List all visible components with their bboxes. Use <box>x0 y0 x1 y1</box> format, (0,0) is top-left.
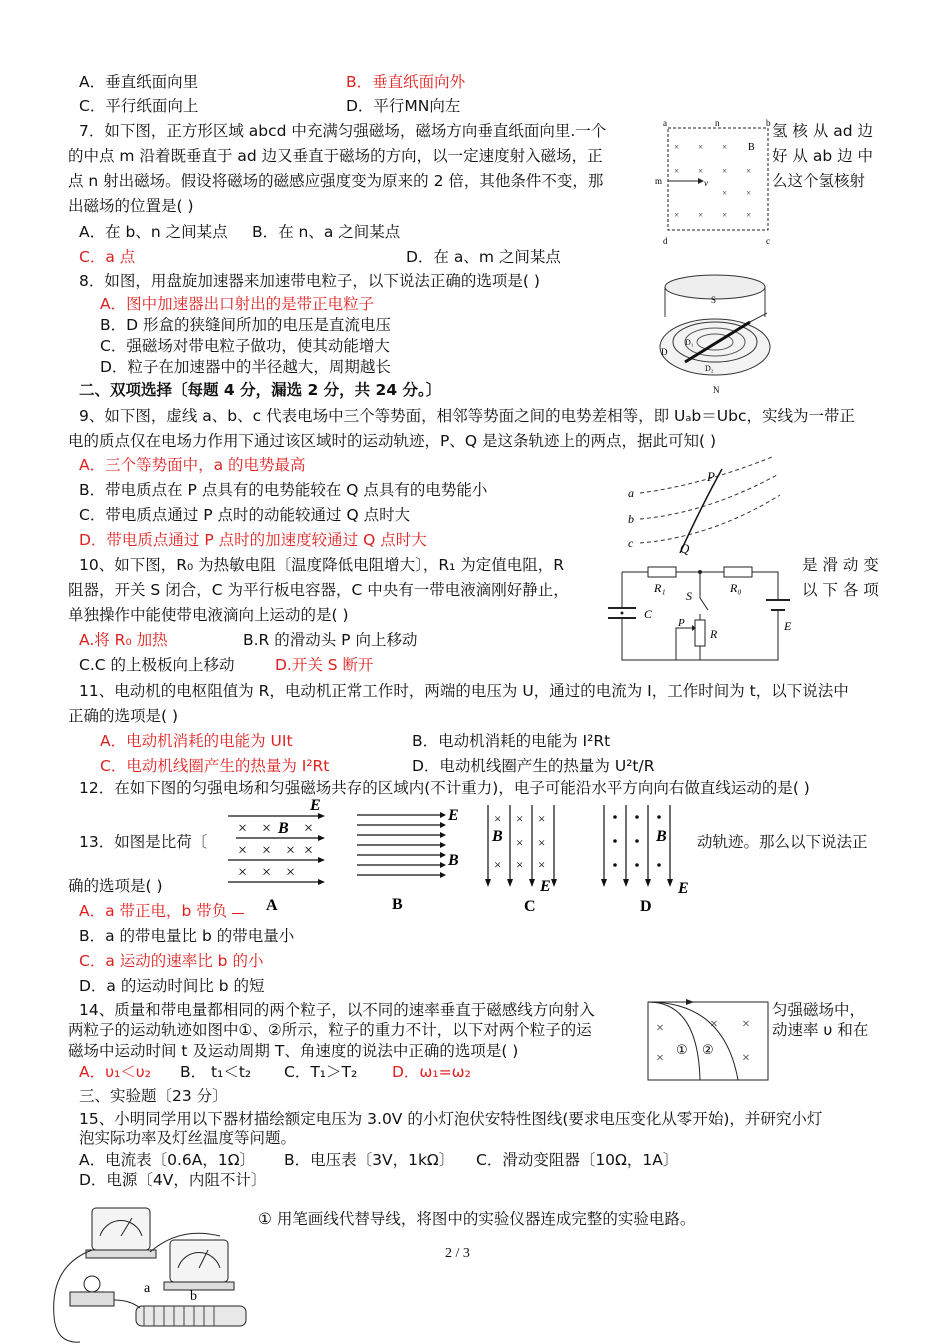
q7-stem-line1: 7．如下图，正方形区域 abcd 中充满匀强磁场，磁场方向垂直纸面向里.一个 <box>79 122 607 140</box>
q8-option-d: D．粒子在加速器中的半径越大，周期越长 <box>100 358 391 376</box>
q6-option-b: B．垂直纸面向外 <box>346 73 466 91</box>
q10-stem-line2: 阻器，开关 S 闭合，C 为平行板电容器，C 中央有一带电液滴刚好静止， <box>68 581 569 599</box>
q12-figure-d <box>598 803 698 915</box>
section-2-heading: 二、双项选择〔每题 4 分，漏选 2 分，共 24 分。〕 <box>79 381 442 399</box>
svg-text:B: B <box>392 896 403 913</box>
q8-option-a: A．图中加速器出口射出的是带正电粒子 <box>100 295 375 313</box>
q7-option-b: B．在 n、a 之间某点 <box>252 223 401 241</box>
q10-stem-line1: 10、如下图，R₀ 为热敏电阻〔温度降低电阻增大〕，R₁ 为定值电阻，R <box>79 556 565 574</box>
svg-text:E: E <box>784 619 792 633</box>
q13-option-c: C．a 运动的速率比 b 的小 <box>79 952 264 970</box>
q15-item-c: C．滑动变阻器〔10Ω，1A〕 <box>476 1151 679 1169</box>
svg-text:×: × <box>746 166 752 176</box>
q9-option-d: D．带电质点通过 P 点时的加速度较通过 Q 点时大 <box>79 531 427 549</box>
q12-stem: 12．在如下图的匀强电场和匀强磁场共存的区域内(不计重力)，电子可能沿水平方向向右做直线运动的是( ) <box>79 779 810 797</box>
svg-text:a: a <box>144 1281 151 1296</box>
q14-stem-line2: 两粒子的运动轨迹如图中①、②所示，粒子的重力不计，以下对两个粒子的运 <box>68 1021 592 1039</box>
svg-text:B: B <box>748 142 755 153</box>
q14-stem-right2: 动速率 υ 和在 <box>772 1021 869 1039</box>
q14-stem-line3: 磁场中运动时间 t 及运动周期 T、角速度的说法中正确的选项是( ) <box>68 1042 519 1060</box>
svg-text:b: b <box>190 1289 197 1304</box>
svg-text:×: × <box>698 210 704 220</box>
svg-text:×: × <box>516 811 524 826</box>
svg-text:×: × <box>516 857 524 872</box>
q15-item-a: A．电流表〔0.6A，1Ω〕 <box>79 1151 256 1169</box>
q10-stem-right1: 是 滑 动 变 <box>802 556 879 574</box>
svg-text:×: × <box>238 842 248 859</box>
svg-text:E: E <box>448 807 459 824</box>
svg-text:D₂: D₂ <box>705 364 714 373</box>
section-3-heading: 三、实验题〔23 分〕 <box>79 1087 228 1105</box>
svg-text:a: a <box>628 486 634 500</box>
svg-text:D₁: D₁ <box>685 338 694 347</box>
svg-text:×: × <box>516 835 524 850</box>
svg-text:×: × <box>286 864 296 881</box>
svg-text:×: × <box>262 842 272 859</box>
q11-stem-line2: 正确的选项是( ) <box>68 707 179 725</box>
svg-text:×: × <box>538 857 546 872</box>
svg-text:S: S <box>711 295 717 305</box>
q11-option-d: D．电动机线圈产生的热量为 U²t/R <box>412 757 655 775</box>
svg-text:Q: Q <box>680 541 690 556</box>
q13-option-b: B．a 的带电量比 b 的带电量小 <box>79 927 295 945</box>
svg-text:×: × <box>494 857 502 872</box>
q15-item-d: D．电源〔4V，内阻不计〕 <box>79 1171 267 1189</box>
q14-option-d: D．ω₁=ω₂ <box>392 1063 471 1081</box>
svg-text:n: n <box>715 118 720 128</box>
svg-text:×: × <box>538 811 546 826</box>
svg-text:c: c <box>766 236 770 246</box>
q7-square-field-figure <box>655 118 772 246</box>
q7-stem-right1: 氢 核 从 ad 边 <box>772 122 874 140</box>
q12-figure-b <box>352 803 472 913</box>
q14-stem-right1: 匀强磁场中， <box>772 1001 866 1019</box>
svg-text:d: d <box>663 236 668 246</box>
q14-option-b: B． t₁＜t₂ <box>180 1063 252 1081</box>
q10-stem-right2: 以 下 各 项 <box>802 581 879 599</box>
q10-option-c: C.C 的上极板向上移动 <box>79 656 235 674</box>
q7-stem-right3: 么这个氢核射 <box>772 172 866 190</box>
svg-text:R: R <box>710 627 718 641</box>
svg-text:×: × <box>710 1017 718 1032</box>
svg-text:b: b <box>628 512 634 526</box>
q9-option-c: C．带电质点通过 P 点时的动能较通过 Q 点时大 <box>79 506 411 524</box>
svg-text:×: × <box>746 188 752 198</box>
q14-option-a: A．υ₁＜υ₂ <box>79 1063 151 1081</box>
q7-stem-line2: 的中点 m 沿着既垂直于 ad 边又垂直于磁场的方向，以一定速度射入磁场，正 <box>68 147 603 165</box>
svg-text:E: E <box>540 878 551 895</box>
svg-text:B: B <box>278 820 289 837</box>
q13-option-d: D．a 的运动时间比 b 的短 <box>79 977 265 995</box>
q7-option-d: D．在 a、m 之间某点 <box>406 248 561 266</box>
q15-stem-line1: 15、小明同学用以下器材描绘额定电压为 3.0V 的小灯泡伏安特性图线(要求电压变化从零开始)，并研究小灯 <box>79 1110 823 1128</box>
svg-text:×: × <box>304 820 314 837</box>
q6-option-a: A．垂直纸面向里 <box>79 73 199 91</box>
q10-stem-line3: 单独操作中能使带电液滴向上运动的是( ) <box>68 606 349 624</box>
q7-stem-right2: 好 从 ab 边 中 <box>772 147 874 165</box>
svg-text:a: a <box>663 118 667 128</box>
q14-stem-line1: 14、质量和带电量都相同的两个粒子，以不同的速率垂直于磁感线方向射入 <box>79 1001 595 1019</box>
q15-subquestion-1: ① 用笔画线代替导线，将图中的实验仪器连成完整的实验电路。 <box>258 1210 696 1228</box>
svg-text:×: × <box>656 1021 664 1036</box>
page-number: 2 / 3 <box>445 1246 470 1261</box>
svg-text:①: ① <box>676 1042 688 1057</box>
svg-text:×: × <box>722 166 728 176</box>
svg-text:×: × <box>722 142 728 152</box>
svg-text:N: N <box>713 385 720 395</box>
q7-option-c: C．a 点 <box>79 248 136 266</box>
q10-option-b: B.R 的滑动头 P 向上移动 <box>243 631 418 649</box>
svg-text:×: × <box>742 1017 750 1032</box>
q9-option-b: B．带电质点在 P 点具有的电势能较在 Q 点具有的电势能小 <box>79 481 488 499</box>
svg-text:C: C <box>644 607 653 621</box>
q8-option-b: B．D 形盒的狭缝间所加的电压是直流电压 <box>100 316 391 334</box>
q11-option-c: C．电动机线圈产生的热量为 I²Rt <box>100 757 330 775</box>
q13-stem-line2: 确的选项是( ) <box>68 877 163 895</box>
svg-text:×: × <box>286 842 296 859</box>
svg-text:×: × <box>674 166 680 176</box>
svg-text:c: c <box>628 536 634 550</box>
svg-text:×: × <box>238 820 248 837</box>
q13-blank-underline <box>232 912 244 914</box>
svg-text:×: × <box>722 210 728 220</box>
svg-text:×: × <box>674 210 680 220</box>
q13-stem-line1-left: 13．如图是比荷〔 <box>79 833 208 851</box>
q13-stem-line1-right: 动轨迹。那么以下说法正 <box>697 833 868 851</box>
q9-stem-line1: 9、如下图，虚线 a、b、c 代表电场中三个等势面，相邻等势面之间的电势差相等，即 Uₐb＝Ubc，实线为一带正 <box>79 407 855 425</box>
q6-option-d: D．平行MN向左 <box>346 97 461 115</box>
svg-text:P: P <box>707 469 715 484</box>
svg-text:B: B <box>448 852 459 869</box>
svg-text:×: × <box>238 864 248 881</box>
svg-text:R₁: R₁ <box>654 581 666 595</box>
svg-text:b: b <box>766 118 771 128</box>
q10-option-d: D.开关 S 断开 <box>275 656 374 674</box>
q14-option-c: C．T₁＞T₂ <box>284 1063 358 1081</box>
svg-text:D: D <box>640 898 652 915</box>
q12-figure-c <box>480 803 580 915</box>
svg-text:C: C <box>524 898 536 915</box>
q9-option-a: A．三个等势面中，a 的电势最高 <box>79 456 306 474</box>
q7-stem-line3: 点 n 射出磁场。假设将磁场的磁感应强度变为原来的 2 倍，其他条件不变，那 <box>68 172 604 190</box>
svg-text:S: S <box>686 589 692 603</box>
q15-stem-line2: 泡实际功率及灯丝温度等问题。 <box>79 1129 297 1147</box>
svg-text:×: × <box>698 166 704 176</box>
q7-option-a: A．在 b、n 之间某点 <box>79 223 228 241</box>
q11-option-b: B．电动机消耗的电能为 I²Rt <box>412 732 611 750</box>
svg-text:×: × <box>262 864 272 881</box>
q8-stem: 8．如图，用盘旋加速器来加速带电粒子，以下说法正确的选项是( ) <box>79 272 540 290</box>
svg-text:R₀: R₀ <box>730 581 742 595</box>
svg-text:×: × <box>304 842 314 859</box>
q8-cyclotron-figure <box>655 267 775 397</box>
svg-text:E: E <box>678 880 689 897</box>
svg-text:×: × <box>674 142 680 152</box>
svg-text:×: × <box>722 188 728 198</box>
svg-text:P: P <box>678 617 685 629</box>
q15-apparatus-figure <box>40 1196 270 1344</box>
svg-text:m: m <box>655 176 663 186</box>
q10-circuit-figure <box>598 560 798 665</box>
svg-text:v: v <box>704 178 708 188</box>
svg-text:×: × <box>262 820 272 837</box>
q9-stem-line2: 电的质点仅在电场力作用下通过该区域时的运动轨迹，P、Q 是这条轨迹上的两点，据此可知( ) <box>68 432 716 450</box>
svg-text:×: × <box>656 1051 664 1066</box>
svg-text:×: × <box>746 210 752 220</box>
svg-text:×: × <box>698 142 704 152</box>
q12-figure-a <box>228 798 328 913</box>
q9-equipotential-figure <box>622 455 782 555</box>
q14-trajectory-figure <box>646 996 770 1082</box>
q6-option-c: C．平行纸面向上 <box>79 97 199 115</box>
q7-stem-line4: 出磁场的位置是( ) <box>68 197 194 215</box>
svg-text:B: B <box>492 828 503 845</box>
q8-option-c: C．强磁场对带电粒子做功，使其动能增大 <box>100 337 390 355</box>
q15-item-b: B．电压表〔3V，1kΩ〕 <box>284 1151 455 1169</box>
svg-text:②: ② <box>702 1042 714 1057</box>
svg-text:B: B <box>656 828 667 845</box>
svg-text:×: × <box>538 835 546 850</box>
q13-option-a: A．a 带正电，b 带负 <box>79 902 228 920</box>
q10-option-a: A.将 R₀ 加热 <box>79 631 168 649</box>
q11-stem-line1: 11、电动机的电枢阻值为 R，电动机正常工作时，两端的电压为 U，通过的电流为 I，工作时间为 t，以下说法中 <box>79 682 849 700</box>
svg-text:E: E <box>310 797 321 814</box>
svg-text:×: × <box>742 1051 750 1066</box>
svg-text:A: A <box>266 897 278 914</box>
q11-option-a: A．电动机消耗的电能为 UIt <box>100 732 293 750</box>
svg-text:D: D <box>661 347 668 357</box>
svg-text:×: × <box>494 811 502 826</box>
